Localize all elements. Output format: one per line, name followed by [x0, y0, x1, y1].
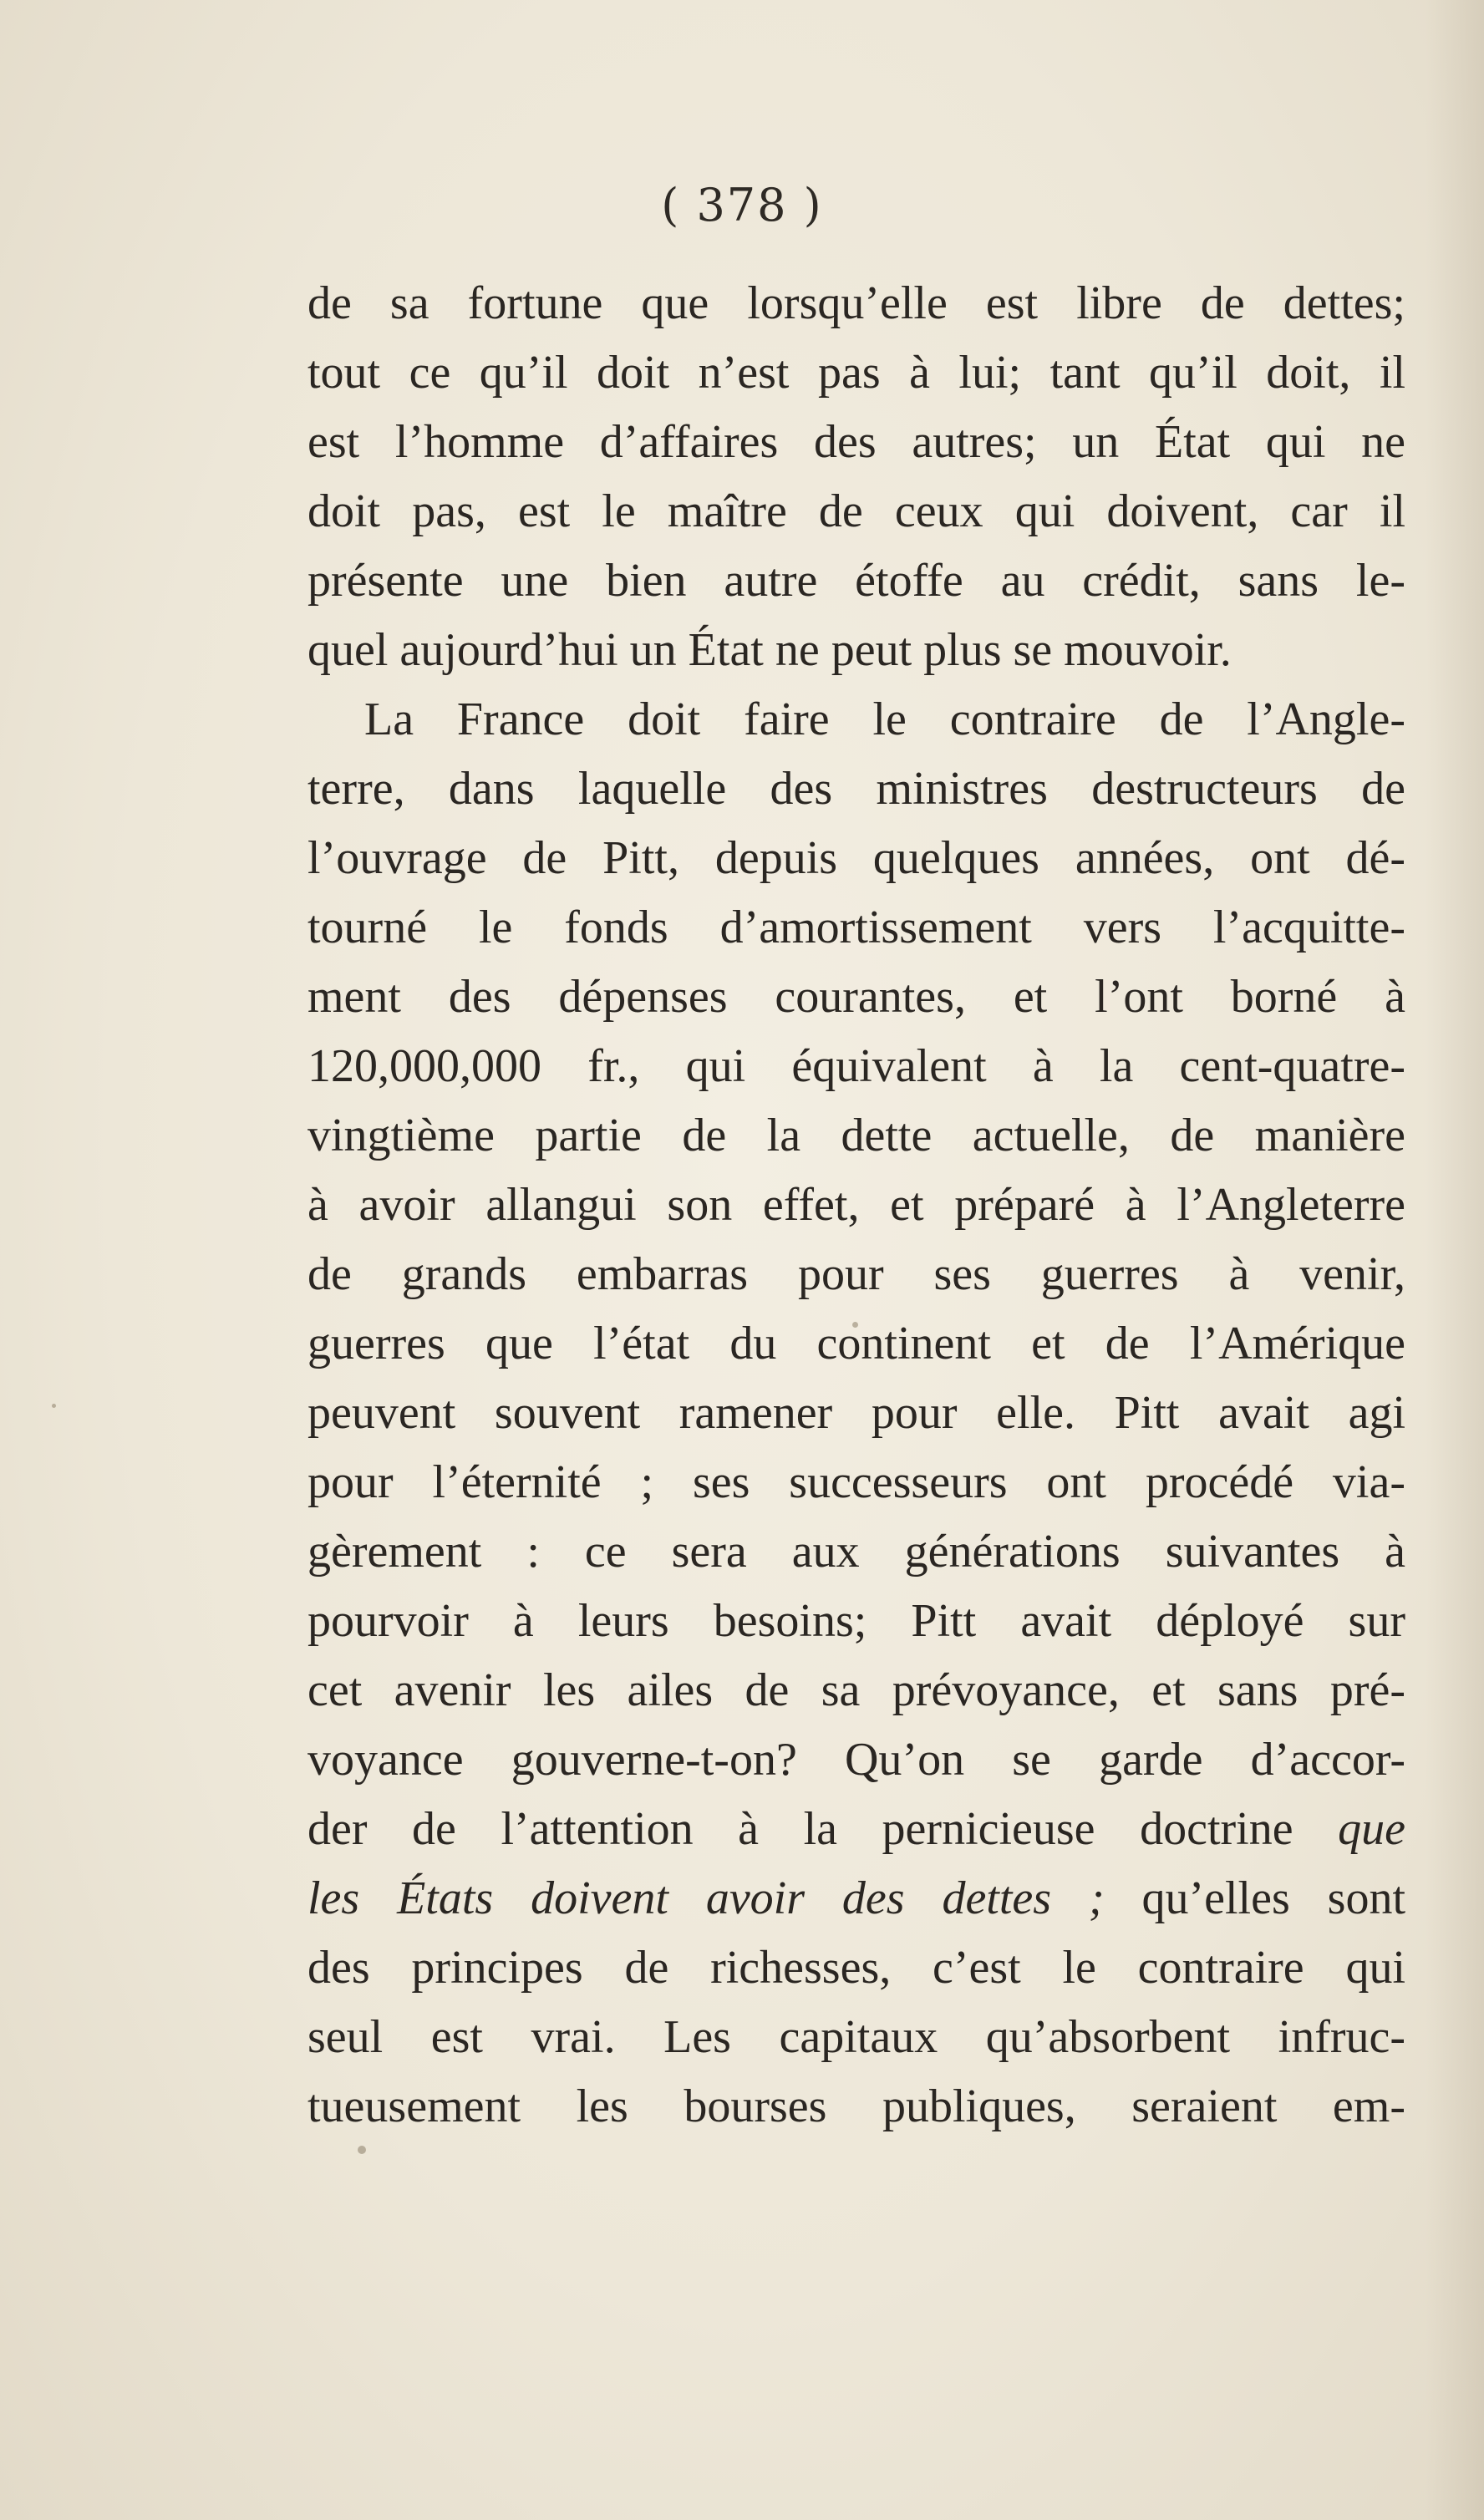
- paper-speck: [52, 1404, 56, 1408]
- text-line: tourné le fonds d’amortissement vers l’acquitte-: [307, 902, 1405, 953]
- text-line: est l’homme d’affaires des autres; un État qui ne: [307, 416, 1405, 468]
- text-line: tueusement les bourses publiques, seraient em-: [307, 2081, 1405, 2132]
- text-line: pourvoir à leurs besoins; Pitt avait déployé sur: [307, 1595, 1405, 1647]
- text-line: doit pas, est le maître de ceux qui doivent, car il: [307, 485, 1405, 537]
- text-line: voyance gouverne-t-on? Qu’on se garde d’accor-: [307, 1734, 1405, 1786]
- text-line: ment des dépenses courantes, et l’ont borné à: [307, 971, 1405, 1023]
- page-number: ( 378 ): [661, 179, 823, 231]
- text-segment: qu’elles sont: [1104, 1872, 1406, 1924]
- text-line-with-italic: [307, 1864, 1405, 1933]
- text-line: 120,000,000 fr., qui équivalent à la cent-quatre-: [307, 1040, 1405, 1092]
- page-edge-shadow: [1426, 0, 1484, 2520]
- text-line: gèrement : ce sera aux générations suivantes à: [307, 1526, 1405, 1578]
- text-line-with-italic: [307, 1795, 1405, 1864]
- text-line: vingtième partie de la dette actuelle, de manière: [307, 1110, 1405, 1161]
- text-line: à avoir allangui son effet, et préparé à l’Angleterre: [307, 1179, 1405, 1231]
- text-line-content: quel aujourd’hui un État ne peut plus se mouvoir.: [307, 624, 1232, 676]
- text-line: guerres que l’état du continent et de l’Amérique: [307, 1318, 1405, 1369]
- italic-segment: que: [1338, 1803, 1405, 1855]
- text-line: l’ouvrage de Pitt, depuis quelques années, ont dé-: [307, 832, 1405, 884]
- text-line: tout ce qu’il doit n’est pas à lui; tant qu’il doit, il: [307, 347, 1405, 399]
- text-line: pour l’éternité ; ses successeurs ont procédé via-: [307, 1456, 1405, 1508]
- text-segment: der de l’attention à la pernicieuse doctrine: [307, 1803, 1339, 1855]
- text-line: peuvent souvent ramener pour elle. Pitt avait agi: [307, 1387, 1405, 1439]
- text-line: cet avenir les ailes de sa prévoyance, et sans pré-: [307, 1664, 1405, 1716]
- text-line: de grands embarras pour ses guerres à venir,: [307, 1248, 1405, 1300]
- paper-speck: [358, 2146, 366, 2154]
- paragraph-end-line: [307, 616, 1405, 685]
- paragraph-start-line: La France doit faire le contraire de l’Angle-: [364, 694, 1405, 745]
- text-line: des principes de richesses, c’est le contraire qui: [307, 1942, 1405, 1994]
- paper-speck: [852, 1322, 858, 1328]
- text-line: terre, dans laquelle des ministres destructeurs de: [307, 763, 1405, 815]
- text-line: de sa fortune que lorsqu’elle est libre de dettes;: [307, 277, 1405, 329]
- italic-segment: les États doivent avoir des dettes ;: [307, 1872, 1105, 1924]
- body-text: [307, 269, 1405, 2141]
- text-line: présente une bien autre étoffe au crédit, sans le-: [307, 555, 1405, 607]
- text-line: seul est vrai. Les capitaux qu’absorbent infruc-: [307, 2011, 1405, 2063]
